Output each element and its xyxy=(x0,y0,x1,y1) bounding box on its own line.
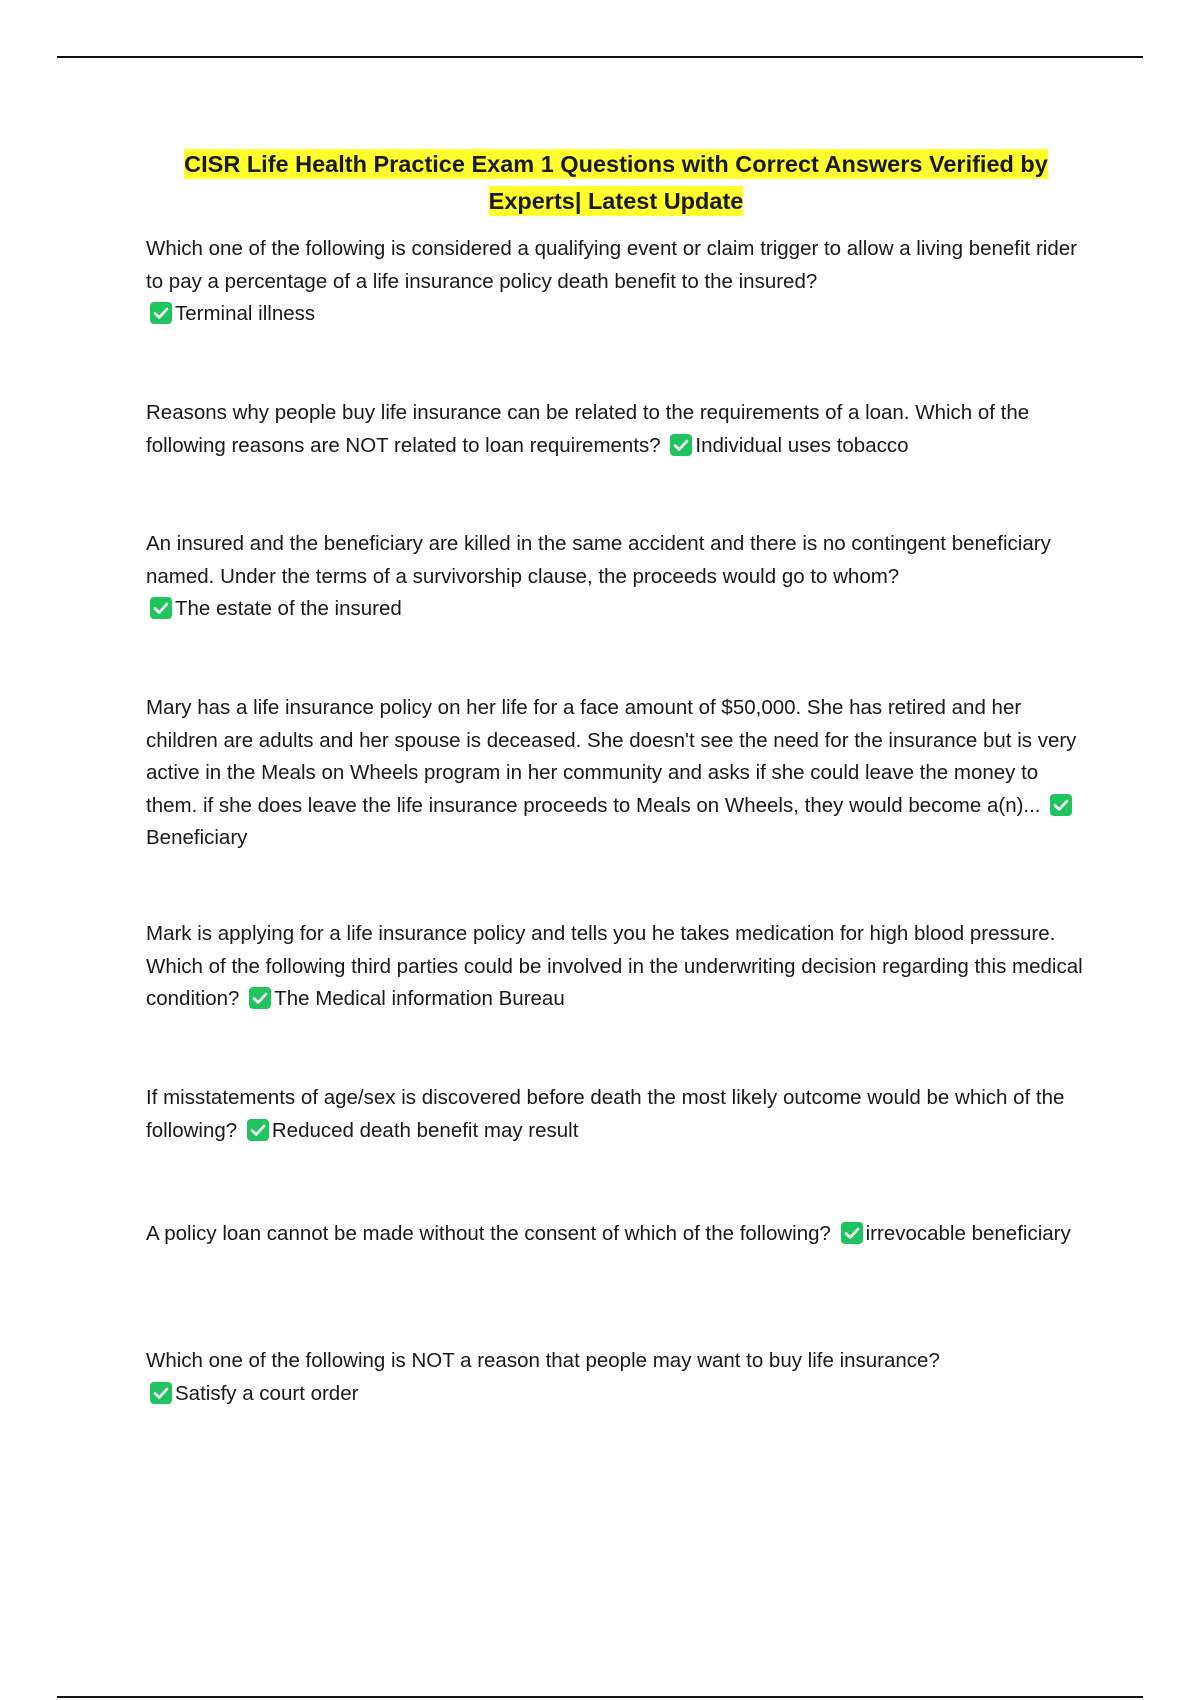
answer-text: Terminal illness xyxy=(175,302,316,325)
title-highlight: CISR Life Health Practice Exam 1 Questions with Correct Answers Verified by Experts| Latest Update xyxy=(184,151,1048,214)
qa-item-5 xyxy=(146,918,1090,1016)
answer-text: Beneficiary xyxy=(146,826,248,849)
check-mark-icon xyxy=(150,1382,172,1404)
footer-rule xyxy=(57,1696,1143,1698)
qa-item-3 xyxy=(146,528,1090,626)
question-text: Which one of the following is considered a qualifying event or claim trigger to allow a living benefit rider to pay a percentage of a life insurance policy death benefit to the insured? xyxy=(146,237,1077,293)
answer-text: irrevocable beneficiary xyxy=(865,1222,1071,1245)
qa-item-4 xyxy=(146,692,1090,855)
qa-item-1 xyxy=(146,233,1090,331)
qa-item-2 xyxy=(146,397,1090,462)
document-title xyxy=(146,146,1086,220)
question-text: If misstatements of age/sex is discovered before death the most likely outcome would be which of the following? xyxy=(146,1086,1065,1142)
check-mark-icon xyxy=(670,434,692,456)
qa-item-8 xyxy=(146,1345,1090,1410)
qa-item-7 xyxy=(146,1218,1090,1251)
question-text: An insured and the beneficiary are killed in the same accident and there is no contingent beneficiary named. Under the terms of a survivorship clause, the proceeds would go to whom? xyxy=(146,532,1051,588)
answer-text: Satisfy a court order xyxy=(175,1381,359,1405)
question-text: Mark is applying for a life insurance policy and tells you he takes medication for high blood pressure. Which of the following third parties could be involved in the underwriting decision regarding this medical condition? xyxy=(146,922,1083,1010)
question-text: A policy loan cannot be made without the consent of which of the following? xyxy=(146,1222,831,1245)
check-mark-icon xyxy=(247,1119,269,1141)
check-mark-icon xyxy=(150,597,172,619)
check-mark-icon xyxy=(841,1222,863,1244)
qa-item-6 xyxy=(146,1082,1090,1147)
question-text: Mary has a life insurance policy on her life for a face amount of $50,000. She has retired and her children are adults and her spouse is deceased. She doesn't see the need for the insurance but is very active in the Meals on Wheels program in her community and asks if she could leave the money to them. if she does leave the life insurance proceeds to Meals on Wheels, they would become a(n)... xyxy=(146,696,1077,817)
check-mark-icon xyxy=(249,987,271,1009)
check-mark-icon xyxy=(150,302,172,324)
answer-text: Individual uses tobacco xyxy=(695,433,909,457)
answer-text: The estate of the insured xyxy=(175,597,402,620)
header-rule xyxy=(57,56,1143,58)
question-text: Which one of the following is NOT a reason that people may want to buy life insurance? xyxy=(146,1349,940,1372)
answer-text: The Medical information Bureau xyxy=(274,987,565,1010)
check-mark-icon xyxy=(1050,794,1072,816)
question-text: Reasons why people buy life insurance can be related to the requirements of a loan. Which of the following reasons are NOT related to loan requirements? xyxy=(146,401,1030,457)
answer-text: Reduced death benefit may result xyxy=(271,1118,579,1142)
